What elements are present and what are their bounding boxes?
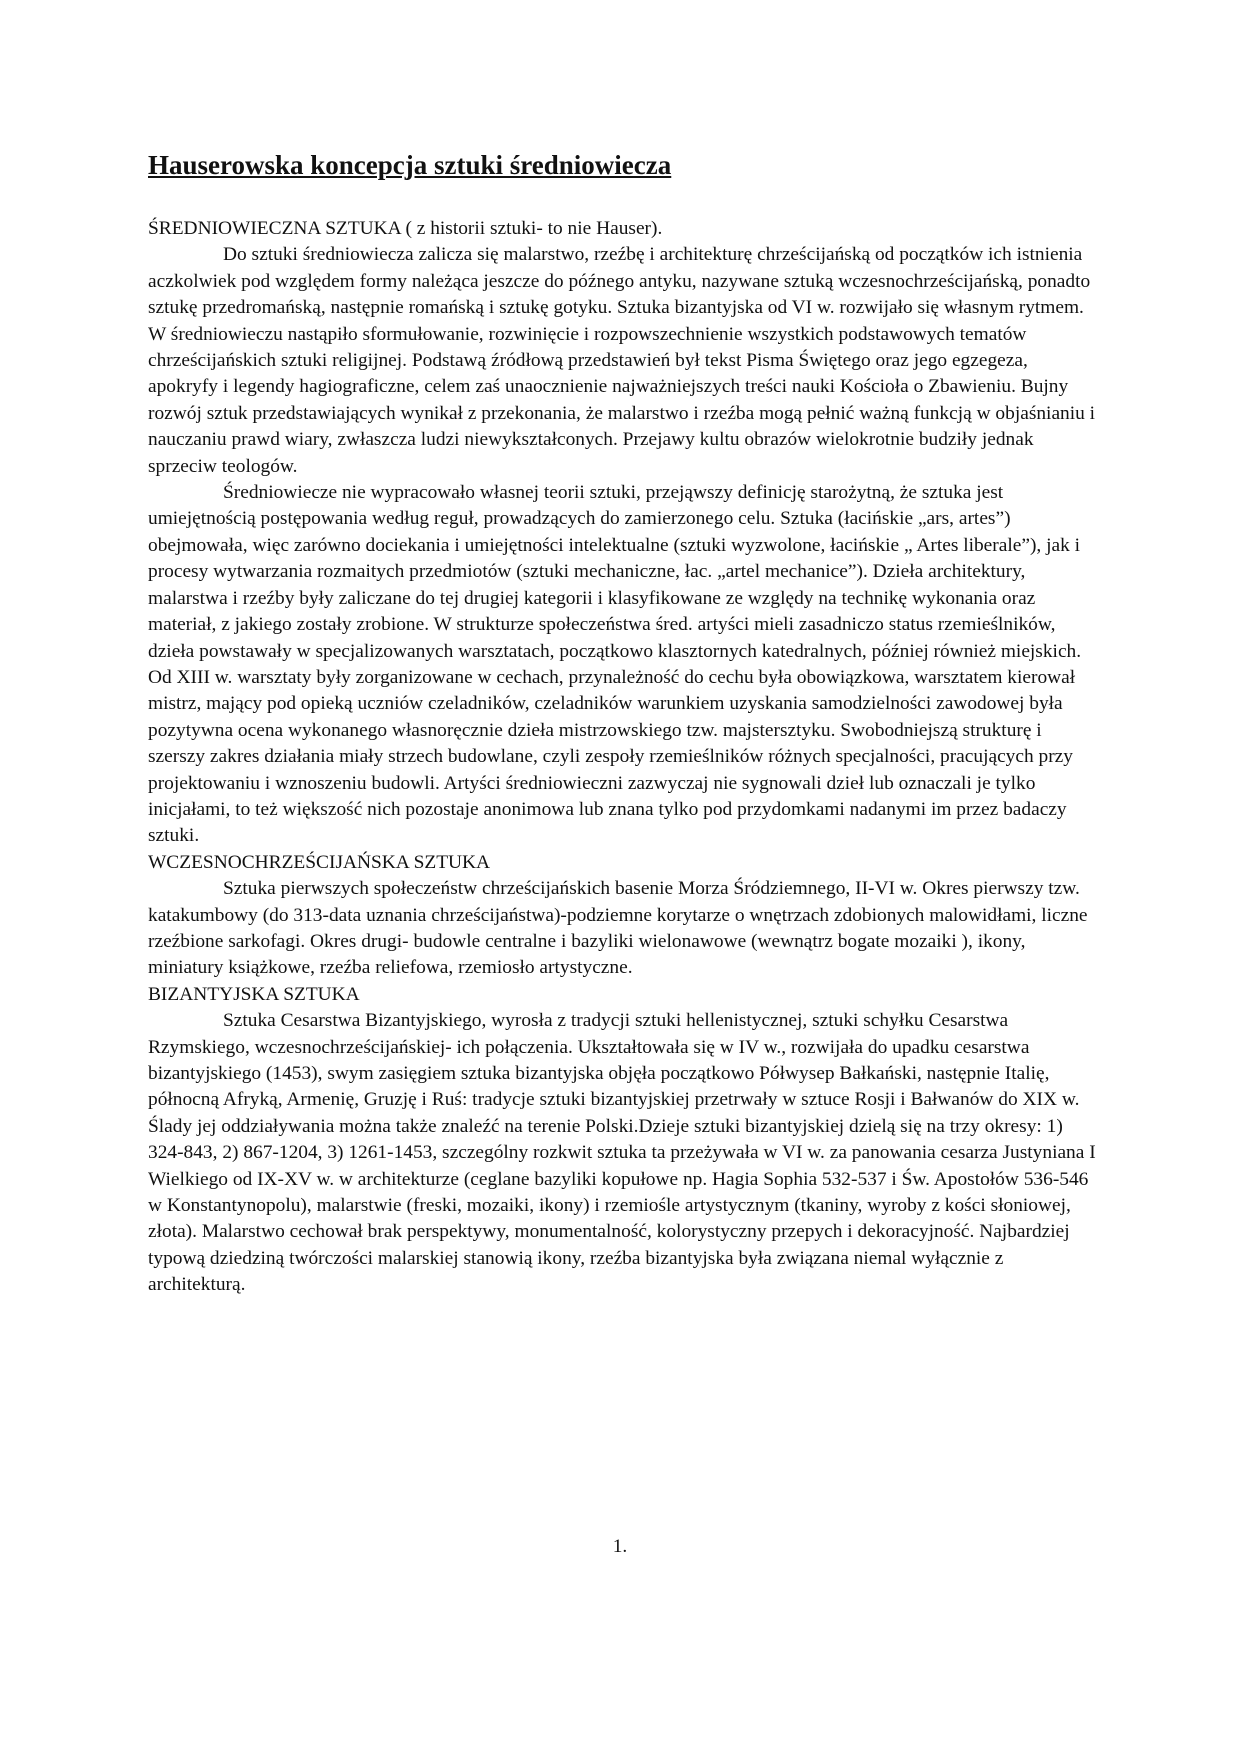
section-heading-bizantyjska: BIZANTYJSKA SZTUKA bbox=[148, 983, 360, 1005]
section-heading-sredniowieczna: ŚREDNIOWIECZNA SZTUKA ( z historii sztuki- to nie Hauser). bbox=[148, 218, 663, 239]
paragraph-intro: Do sztuki średniowiecza zalicza się malarstwo, rzeźbę i architekturę chrześcijańską od początków ich istnienia aczkolwiek pod względem formy należąca jeszcze do późnego antyku, nazywane sztuką wczesnochrześcijańską, ponadto sztukę przedromańską, następnie romańską i sztukę gotyku. Sztuka bizantyjska od VI w. rozwijało się własnym rytmem. W średniowieczu nastąpiło sformułowanie, rozwinięcie i rozpowszechnienie wszystkich podstawowych tematów chrześcijańskich sztuki religijnej. Podstawą źródłową przedstawień był tekst Pisma Świętego oraz jego egzegeza, apokryfy i legendy hagiograficzne, celem zaś unaocznienie najważniejszych treści nauki Kościoła o Zbawieniu. Bujny rozwój sztuk przedstawiających wynikał z przekonania, że malarstwo i rzeźba mogą pełnić ważną funkcją w objaśnianiu i nauczaniu prawd wiary, zwłaszcza ludzi niewykształconych. Przejawy kultu obrazów wielokrotnie budziły jednak sprzeciw teologów. bbox=[148, 244, 1096, 477]
document-page bbox=[148, 148, 1098, 1299]
paragraph-early-christian: Sztuka pierwszych społeczeństw chrześcijańskich basenie Morza Śródziemnego, II-VI w. Okres pierwszy tzw. katakumbowy (do 313-data uznania chrześcijaństwa)-podziemne korytarze o wnętrzach zdobionych malowidłami, liczne rzeźbione sarkofagi. Okres drugi- budowle centralne i bazyliki wielonawowe (wewnątrz bogate mozaiki ), ikony, miniatury książkowe, rzeźba reliefowa, rzemiosło artystyczne. bbox=[148, 878, 1088, 979]
document-title: Hauserowska koncepcja sztuki średniowiecza bbox=[148, 150, 672, 180]
paragraph-byzantine: Sztuka Cesarstwa Bizantyjskiego, wyrosła z tradycji sztuki hellenistycznej, sztuki schyłku Cesarstwa Rzymskiego, wczesnochrześcijańskiej- ich połączenia. Ukształtowała się w IV w., rozwijała do upadku cesarstwa bizantyjskiego (1453), swym zasięgiem sztuka bizantyjska objęła początkowo Półwysep Bałkański, następnie Italię, północną Afryką, Armenię, Gruzję i Ruś: tradycje sztuki bizantyjskiej przetrwały w sztuce Rosji i Bałwanów do XIX w. Ślady jej oddziaływania można także znaleźć na terenie Polski.Dzieje sztuki bizantyjskiej dzielą się na trzy okresy: 1) 324-843, 2) 867-1204, 3) 1261-1453, szczególny rozkwit sztuka ta przeżywała w VI w. za panowania cesarza Justyniana I Wielkiego od IX-XV w. w architekturze (ceglane bazyliki kopułowe np. Hagia Sophia 532-537 i Św. Apostołów 536-546 w Konstantynopolu), malarstwie (freski, mozaiki, ikony) i rzemiośle artystycznym (tkaniny, wyroby z kości słoniowej, złota). Malarstwo cechował brak perspektywy, monumentalność, kolorystyczny przepych i dekoracyjność. Najbardziej typową dziedziną twórczości malarskiej stanowią ikony, rzeźba bizantyjska była związana niemal wyłącznie z architekturą. bbox=[148, 1010, 1096, 1296]
document-body bbox=[148, 216, 1098, 1299]
section-heading-wczesnochrzescijanska: WCZESNOCHRZEŚCIJAŃSKA SZTUKA bbox=[148, 851, 491, 873]
page-number: 1. bbox=[612, 1536, 628, 1557]
paragraph-theory: Średniowiecze nie wypracowało własnej teorii sztuki, przejąwszy definicję starożytną, że sztuka jest umiejętnością postępowania według reguł, prowadzących do zamierzonego celu. Sztuka (łacińskie „ars, artes”) obejmowała, więc zarówno dociekania i umiejętności intelektualne (sztuki wyzwolone, łacińskie „ Artes liberale”), jak i procesy wytwarzania rozmaitych przedmiotów (sztuki mechaniczne, łac. „artel mechanice”). Dzieła architektury, malarstwa i rzeźby były zaliczane do tej drugiej kategorii i klasyfikowane ze względy na technikę wykonania oraz materiał, z jakiego zostały zrobione. W strukturze społeczeństwa śred. artyści mieli zasadniczo status rzemieślników, dzieła powstawały w specjalizowanych warsztatach, początkowo klasztornych katedralnych, później również miejskich. Od XIII w. warsztaty były zorganizowane w cechach, przynależność do cechu była obowiązkowa, warsztatem kierował mistrz, mający pod opieką uczniów czeladników, czeladników warunkiem uzyskania samodzielności zawodowej była pozytywna ocena wykonanego własnoręcznie dzieła mistrzowskiego tzw. majstersztyku. Swobodniejszą strukturę i szerszy zakres działania miały strzech budowlane, czyli zespoły rzemieślników różnych specjalności, pracujących przy projektowaniu i wznoszeniu budowli. Artyści średniowieczni zazwyczaj nie sygnowali dzieł lub oznaczali je tylko inicjałami, to też większość nich pozostaje anonimowa lub znana tylko pod przydomkami nadanymi im przez badaczy sztuki. bbox=[148, 482, 1082, 847]
